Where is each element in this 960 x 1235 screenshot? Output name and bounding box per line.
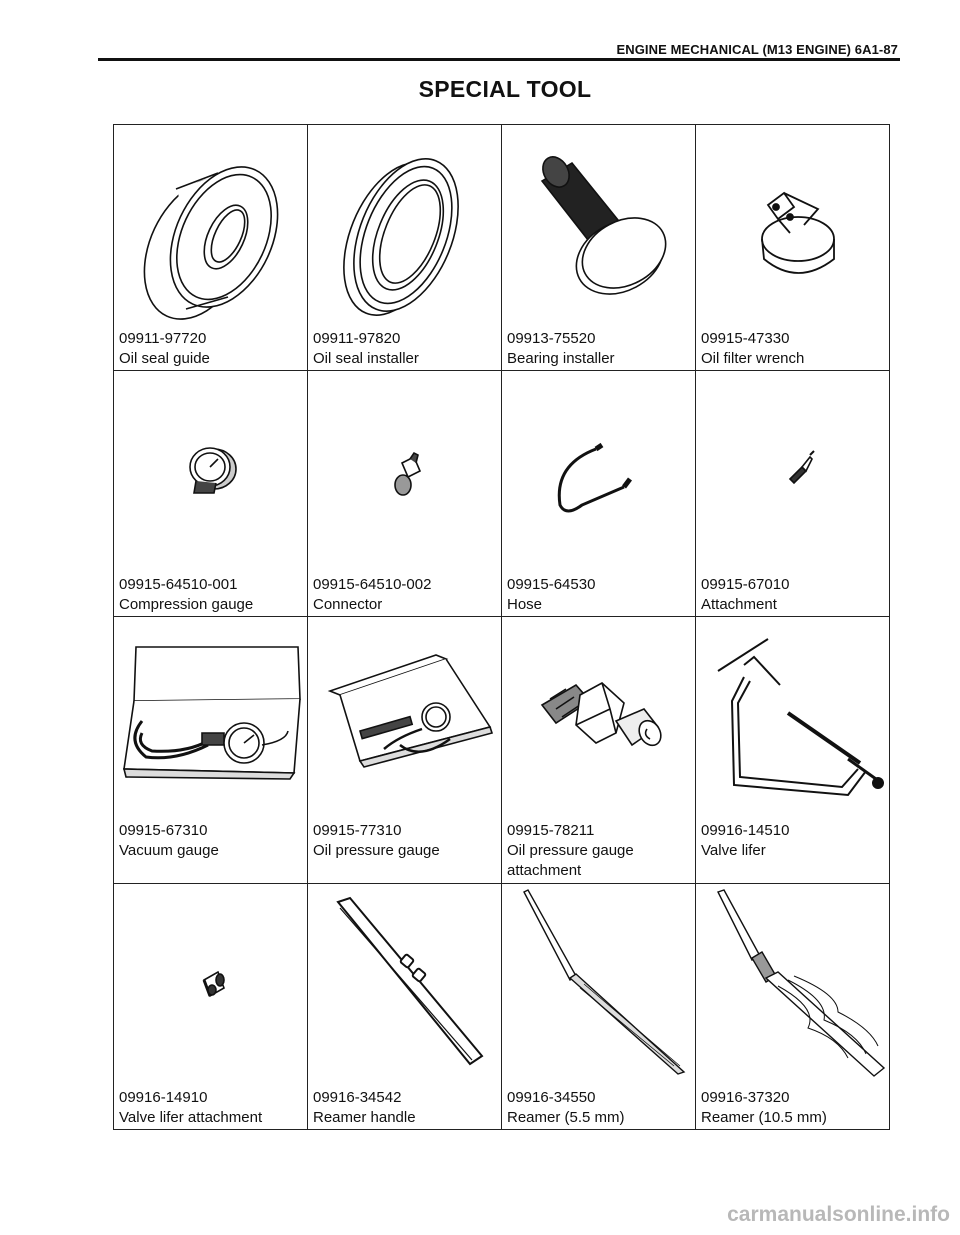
- vacuum-gauge-icon: [116, 621, 306, 815]
- tool-cell: [308, 884, 502, 1130]
- valve-lifer-attachment-icon: [116, 888, 306, 1082]
- part-number: 09916-14510: [701, 822, 790, 839]
- bearing-installer-icon: [504, 129, 694, 323]
- oil-seal-guide-icon: [116, 129, 306, 323]
- table-row: [114, 884, 890, 1130]
- tool-name: Reamer (5.5 mm): [507, 1109, 625, 1126]
- tool-name: Oil pressure gauge: [313, 842, 440, 859]
- part-number: 09916-34542: [313, 1089, 402, 1106]
- part-number: 09915-77310: [313, 822, 402, 839]
- part-number: 09915-67310: [119, 822, 208, 839]
- part-number: 09916-34550: [507, 1089, 596, 1106]
- tool-cell: [696, 125, 890, 371]
- header-title: ENGINE MECHANICAL (M13 ENGINE) 6A1-87: [616, 42, 898, 57]
- tool-cell: [114, 125, 308, 371]
- oil-pressure-gauge-icon: [310, 621, 500, 815]
- table-row: [114, 125, 890, 371]
- special-tool-table: [113, 124, 890, 1130]
- part-number: 09916-37320: [701, 1089, 790, 1106]
- tool-name: Connector: [313, 596, 383, 613]
- reamer-handle-icon: [310, 888, 500, 1082]
- compression-gauge-icon: [116, 375, 306, 569]
- tool-name: Vacuum gauge: [119, 842, 219, 859]
- tool-name: Valve lifer attachment: [119, 1109, 263, 1126]
- tool-name: Compression gauge: [119, 596, 254, 613]
- tool-name: Valve lifer: [701, 842, 766, 859]
- header-rule: [98, 58, 900, 61]
- part-number: 09916-14910: [119, 1089, 208, 1106]
- watermark: carmanualsonline.info: [727, 1203, 950, 1226]
- tool-cell: [308, 125, 502, 371]
- connector-icon: [310, 375, 500, 569]
- tool-name: Oil pressure gauge attachment: [507, 842, 634, 879]
- part-number: 09915-67010: [701, 576, 790, 593]
- part-number: 09915-64530: [507, 576, 596, 593]
- tool-name: Oil seal guide: [119, 350, 210, 367]
- part-number: 09911-97720: [119, 330, 207, 347]
- part-number: 09915-64510-001: [119, 576, 238, 593]
- part-number: 09915-47330: [701, 330, 790, 347]
- tool-cell: [502, 617, 696, 884]
- part-number: 09915-64510-002: [313, 576, 432, 593]
- tool-name: Reamer handle: [313, 1109, 416, 1126]
- tool-cell: [114, 884, 308, 1130]
- tool-cell: [114, 371, 308, 617]
- part-number: 09915-78211: [507, 822, 595, 839]
- tool-name: Reamer (10.5 mm): [701, 1109, 827, 1126]
- tool-cell: [696, 884, 890, 1130]
- tool-cell: [502, 371, 696, 617]
- tool-name: Attachment: [701, 596, 777, 613]
- hose-icon: [504, 375, 694, 569]
- reamer-10-5-icon: [698, 888, 888, 1082]
- table-row: [114, 617, 890, 884]
- tool-cell: [696, 371, 890, 617]
- tool-cell: [502, 125, 696, 371]
- tool-cell: [696, 617, 890, 884]
- attachment-icon: [698, 375, 888, 569]
- page-title: SPECIAL TOOL: [418, 76, 592, 102]
- reamer-5-5-icon: [504, 888, 694, 1082]
- valve-lifer-icon: [698, 621, 888, 815]
- oil-pressure-gauge-attachment-icon: [504, 621, 694, 815]
- tool-cell: [502, 884, 696, 1130]
- tool-cell: [308, 371, 502, 617]
- part-number: 09913-75520: [507, 330, 596, 347]
- tool-name: Hose: [507, 596, 543, 613]
- part-number: 09911-97820: [313, 330, 401, 347]
- tool-name: Oil filter wrench: [701, 350, 805, 367]
- table-row: [114, 371, 890, 617]
- tool-name: Oil seal installer: [313, 350, 419, 367]
- tool-cell: [308, 617, 502, 884]
- tool-cell: [114, 617, 308, 884]
- oil-seal-installer-icon: [310, 129, 500, 323]
- oil-filter-wrench-icon: [698, 129, 888, 323]
- tool-name: Bearing installer: [507, 350, 615, 367]
